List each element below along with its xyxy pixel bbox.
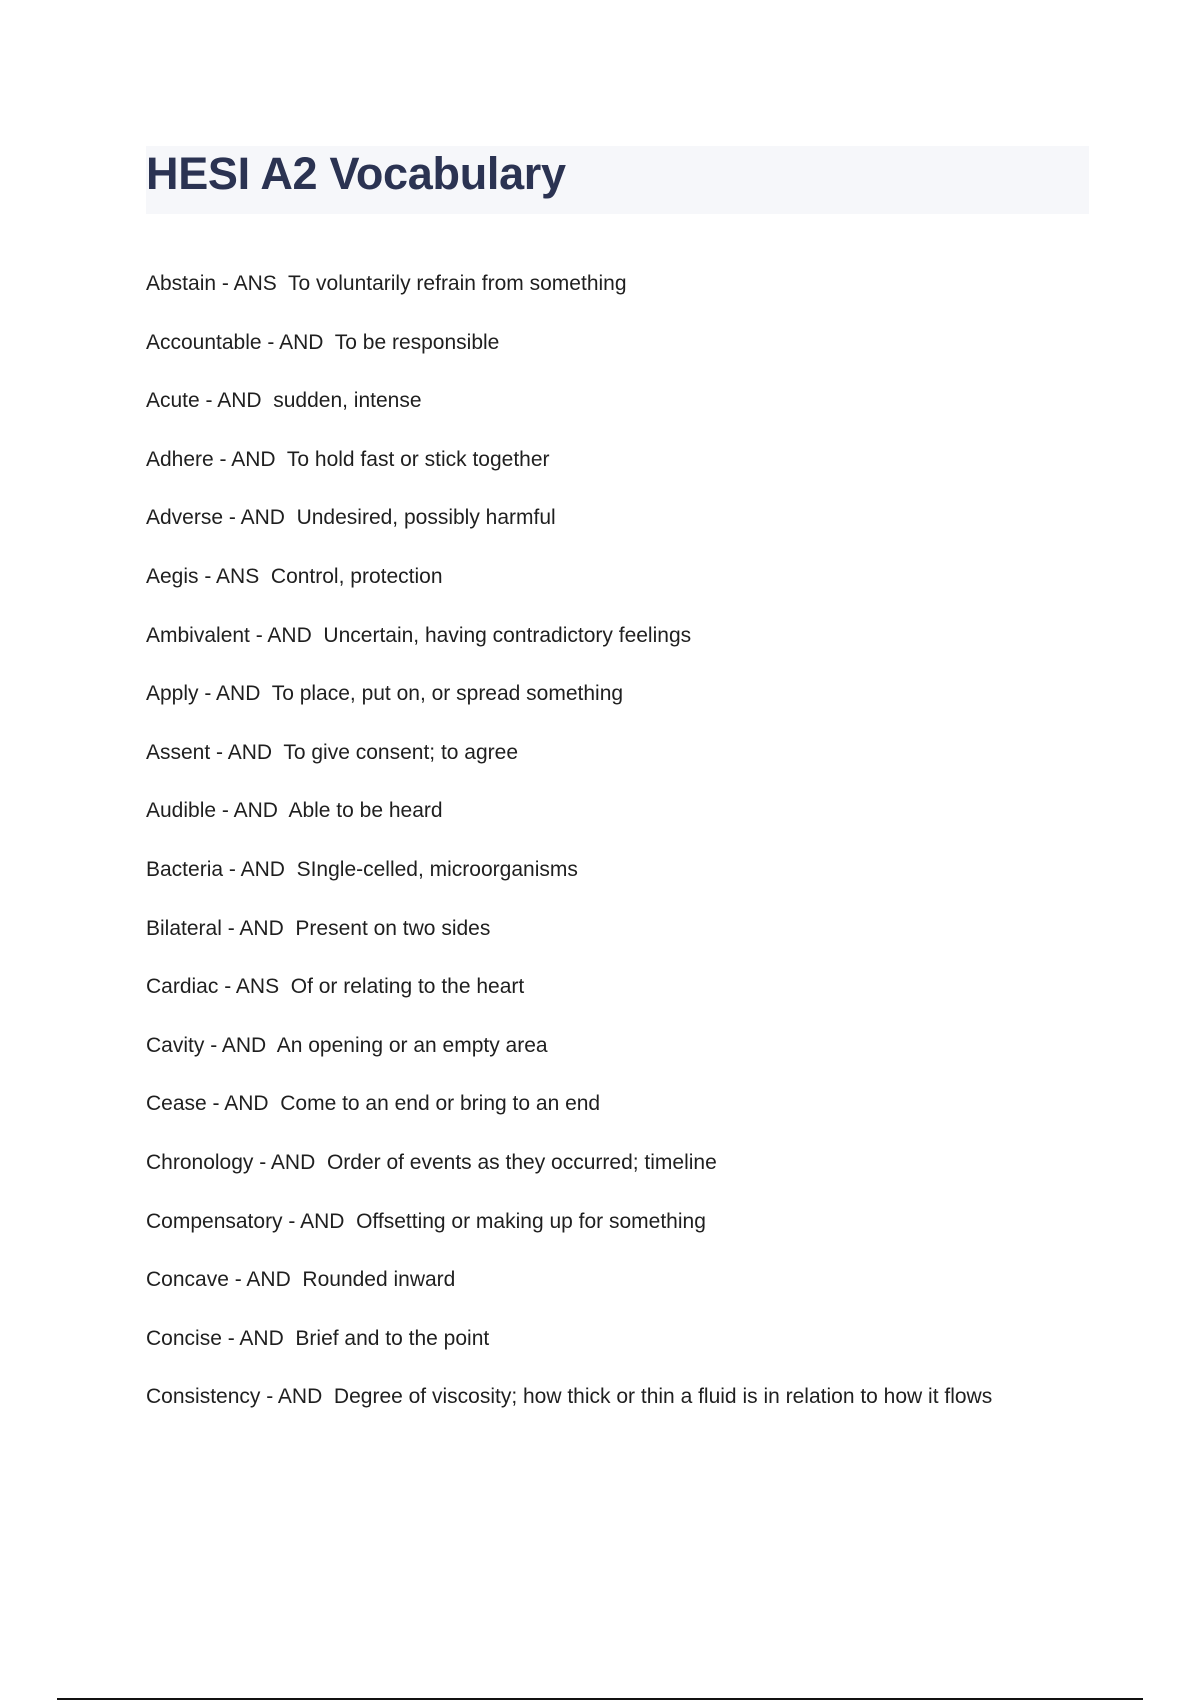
vocab-entry: Cavity - AND An opening or an empty area	[146, 1033, 548, 1057]
vocab-term: Bilateral	[146, 916, 222, 940]
vocab-definition: An opening or an empty area	[276, 1033, 548, 1057]
vocab-entry: Aegis - ANS Control, protection	[146, 564, 443, 588]
vocab-term: Concise	[146, 1326, 222, 1350]
vocab-term: Abstain	[146, 272, 217, 295]
vocab-entry: Audible - AND Able to be heard	[146, 799, 443, 823]
vocab-definition: Order of events as they occurred; timeline	[326, 1150, 717, 1174]
vocab-definition: sudden, intense	[273, 389, 422, 413]
vocab-marker: ANS	[216, 564, 260, 588]
vocab-term: Aegis	[146, 564, 199, 588]
vocab-entry: Acute - AND sudden, intense	[146, 389, 422, 413]
vocab-term: Assent	[146, 740, 211, 764]
vocab-definition: Control, protection	[270, 564, 443, 588]
vocab-term: Apply	[146, 682, 199, 706]
vocab-term: Compensatory	[146, 1209, 283, 1233]
vocab-entry: Concise - AND Brief and to the point	[146, 1326, 490, 1350]
vocab-definition: Brief and to the point	[295, 1326, 490, 1350]
vocab-marker: AND	[231, 447, 276, 471]
vocab-entry: Bacteria - AND SIngle-celled, microorganisms	[146, 857, 578, 881]
vocab-definition: SIngle-celled, microorganisms	[296, 857, 578, 881]
vocab-definition: Rounded inward	[302, 1268, 456, 1292]
vocab-entry: Chronology - AND Order of events as they occurred; timeline	[146, 1150, 717, 1174]
vocab-marker: AND	[246, 1268, 291, 1292]
vocab-entry: Consistency - AND Degree of viscosity; how thick or thin a fluid is in relation to how it flows	[146, 1385, 993, 1409]
vocab-definition: Of or relating to the heart	[290, 975, 525, 999]
vocab-term: Acute	[146, 389, 200, 413]
vocab-marker: AND	[221, 1033, 267, 1057]
vocab-term: Bacteria	[146, 857, 224, 881]
vocab-term: Ambivalent	[146, 623, 250, 647]
vocab-term: Concave	[146, 1268, 229, 1292]
vocab-entry: Cardiac - ANS Of or relating to the heart	[146, 975, 525, 999]
vocab-term: Cease	[146, 1092, 207, 1116]
page-title: HESI A2 Vocabulary	[146, 148, 566, 199]
vocab-entry: Adverse - AND Undesired, possibly harmful	[146, 506, 556, 530]
vocab-marker: AND	[224, 1092, 269, 1116]
vocab-term: Cardiac	[146, 975, 219, 999]
vocab-entry: Apply - AND To place, put on, or spread something	[146, 682, 624, 706]
vocab-term: Consistency	[146, 1385, 261, 1409]
vocab-entry: Concave - AND Rounded inward	[146, 1268, 456, 1292]
vocab-term: Audible	[146, 799, 217, 823]
vocab-term: Adverse	[146, 506, 224, 530]
vocab-definition: To hold fast or stick together	[286, 447, 550, 471]
vocab-definition: Come to an end or bring to an end	[280, 1092, 601, 1116]
vocab-definition: To be responsible	[334, 330, 500, 354]
vocab-marker: AND	[233, 799, 278, 823]
vocab-entry: Ambivalent - AND Uncertain, having contradictory feelings	[146, 623, 692, 647]
vocab-entry: Accountable - AND To be responsible	[146, 330, 500, 354]
vocab-marker: AND	[239, 916, 284, 940]
vocab-definition: Uncertain, having contradictory feelings	[323, 623, 692, 647]
vocab-entry: Compensatory - AND Offsetting or making up for something	[146, 1209, 706, 1233]
vocab-marker: AND	[216, 682, 261, 706]
vocab-entry: Assent - AND To give consent; to agree	[146, 740, 519, 764]
vocab-marker: ANS	[233, 272, 277, 295]
vocab-marker: AND	[267, 623, 312, 647]
vocab-marker: ANS	[235, 975, 280, 999]
vocab-marker: AND	[270, 1150, 316, 1174]
vocab-definition: Present on two sides	[295, 916, 491, 940]
vocab-entry: Cease - AND Come to an end or bring to an end	[146, 1092, 601, 1116]
vocab-term: Cavity	[146, 1033, 205, 1057]
vocab-marker: AND	[217, 389, 262, 413]
vocab-term: Chronology	[146, 1150, 254, 1174]
vocab-marker: AND	[277, 1385, 323, 1409]
vocab-marker: AND	[240, 506, 285, 530]
vocab-entry: Abstain - ANS To voluntarily refrain from something	[146, 272, 627, 295]
vocab-marker: AND	[240, 857, 285, 881]
vocabulary-list	[146, 268, 1146, 1440]
vocab-definition: Able to be heard	[288, 799, 443, 823]
vocab-definition: Offsetting or making up for something	[356, 1209, 706, 1233]
vocab-marker: AND	[300, 1209, 345, 1233]
vocab-definition: To give consent; to agree	[283, 740, 519, 764]
vocab-entry: Bilateral - AND Present on two sides	[146, 916, 491, 940]
vocab-marker: AND	[239, 1326, 284, 1350]
vocab-term: Accountable	[146, 330, 262, 354]
vocab-definition: Undesired, possibly harmful	[296, 506, 556, 530]
vocab-definition: To place, put on, or spread something	[271, 682, 624, 706]
vocab-marker: AND	[227, 740, 273, 764]
vocab-marker: AND	[279, 330, 324, 354]
vocab-entry: Adhere - AND To hold fast or stick together	[146, 447, 550, 471]
vocab-term: Adhere	[146, 447, 214, 471]
vocab-definition: To voluntarily refrain from something	[288, 272, 627, 295]
vocab-definition: Degree of viscosity; how thick or thin a fluid is in relation to how it flows	[333, 1385, 993, 1409]
